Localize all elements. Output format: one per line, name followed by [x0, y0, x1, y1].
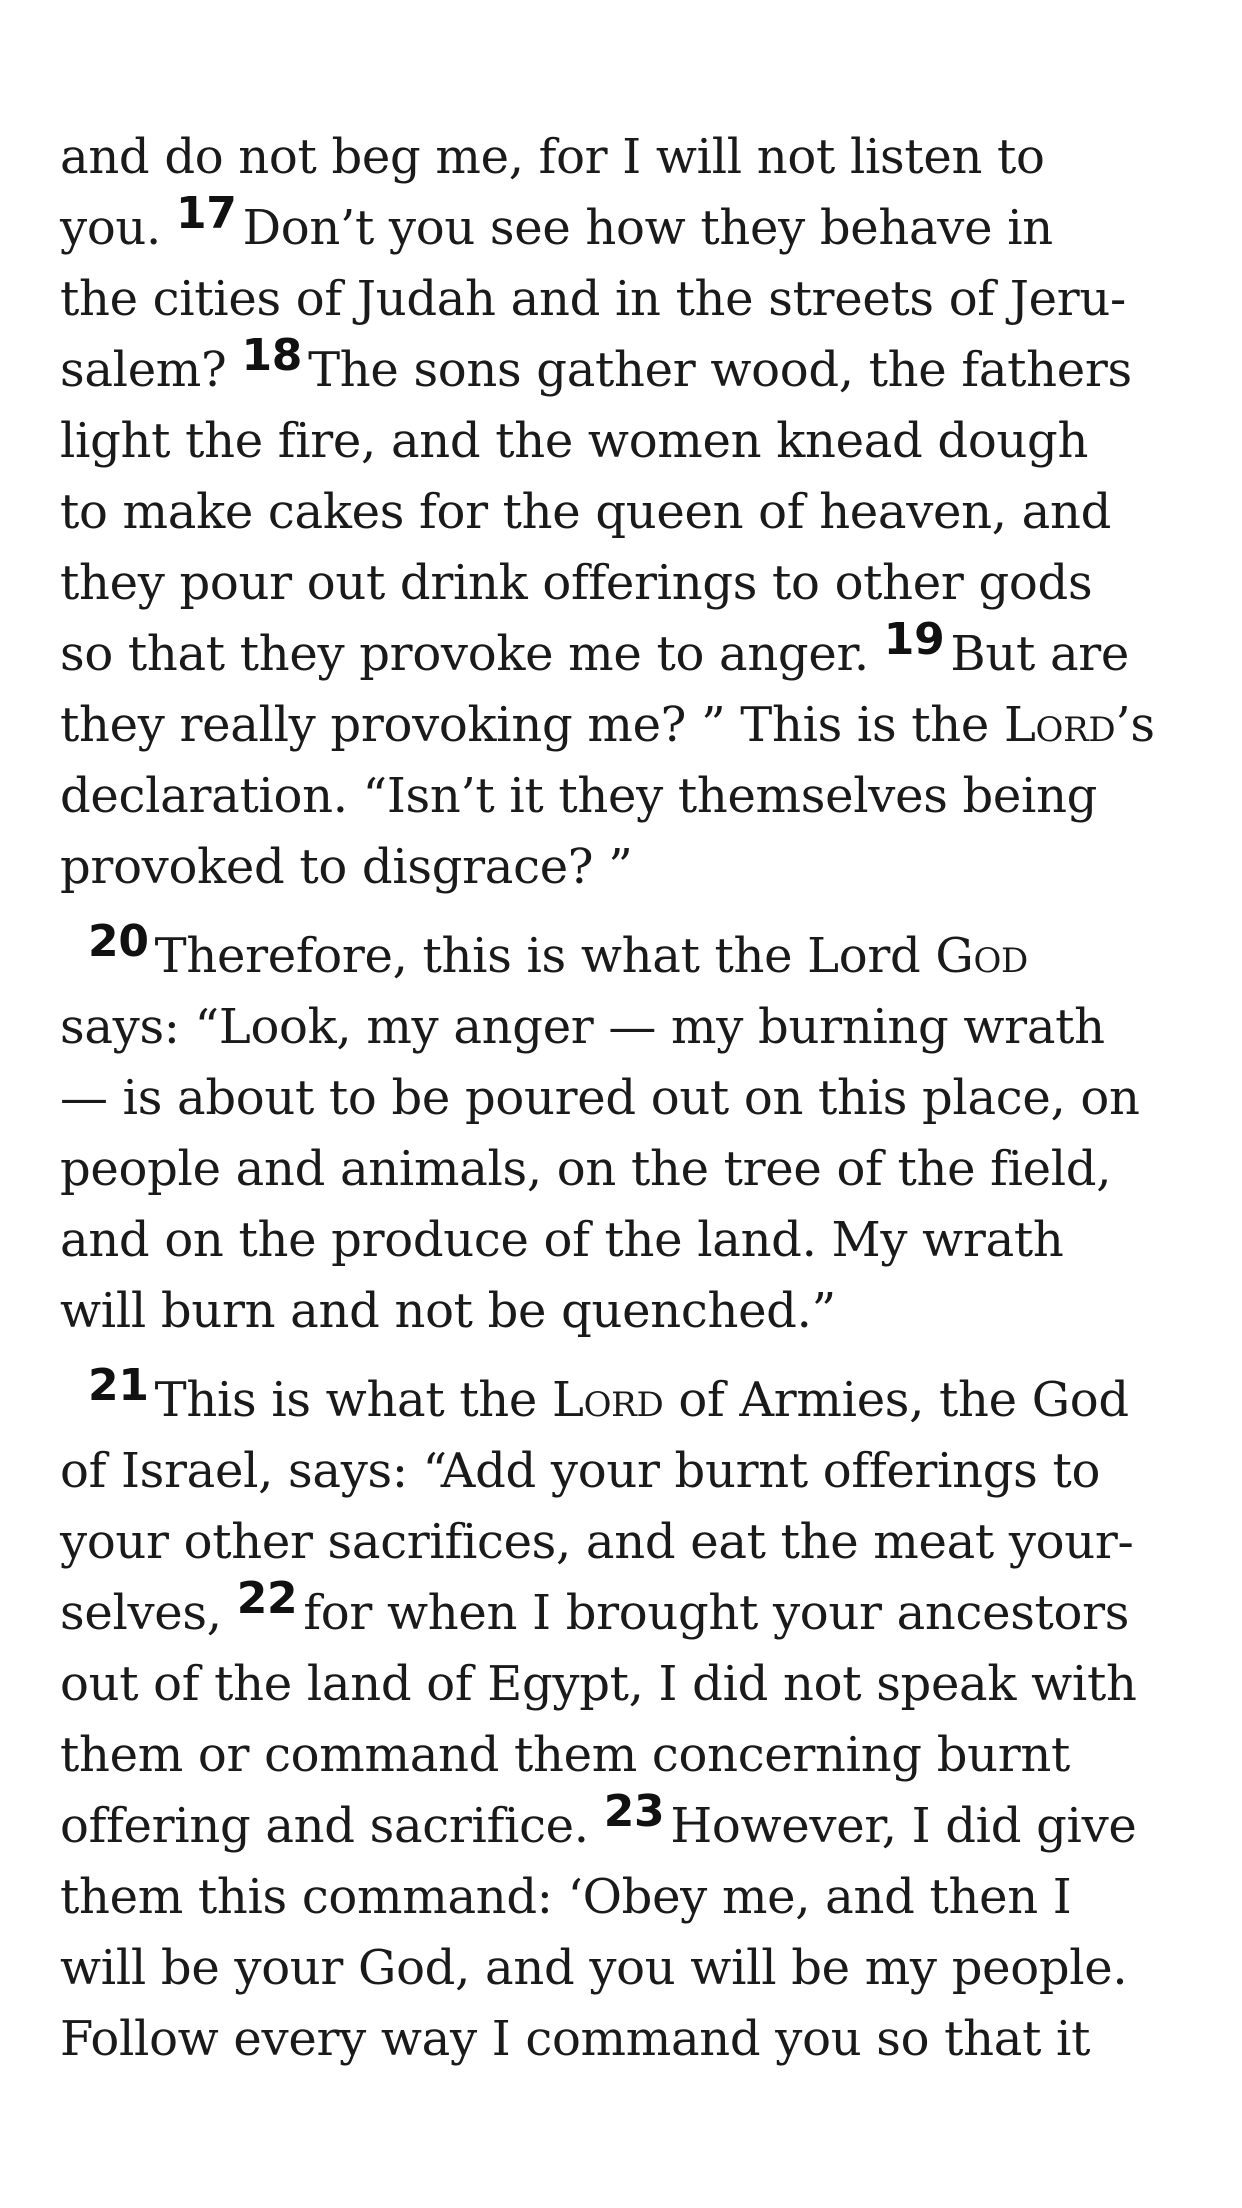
text-run: ’s — [1115, 697, 1155, 753]
text-run: salem? — [60, 342, 227, 398]
text-run: selves, — [60, 1585, 222, 1641]
text-run: them this command: ‘Obey me, and then I — [60, 1869, 1072, 1925]
text-run: says: “Look, my anger — my burning wrath — [60, 999, 1105, 1055]
divine-name: Lord — [1003, 697, 1116, 753]
text-run: them or command them concerning burnt — [60, 1727, 1070, 1783]
text-run: out of the land of Egypt, I did not speak with — [60, 1656, 1137, 1712]
text-run: of Armies, the God — [678, 1372, 1129, 1428]
text-line — [60, 548, 1190, 619]
text-line — [60, 1276, 1190, 1347]
text-run: of Israel, says: “Add your burnt offerings to — [60, 1443, 1101, 1499]
divine-name: God — [935, 928, 1028, 984]
verse-number: 23 — [603, 1786, 665, 1837]
divine-name: Lord — [552, 1372, 664, 1428]
text-line — [60, 330, 1190, 406]
text-run: provoked to disgrace? ” — [60, 839, 633, 895]
text-run: they really provoking me? ” This is the — [60, 697, 989, 753]
text-run: offering and sacrifice. — [60, 1798, 589, 1854]
text-run: and on the produce of the land. My wrath — [60, 1212, 1064, 1268]
text-line — [60, 1933, 1190, 2004]
text-line — [60, 406, 1190, 477]
text-run: light the fire, and the women knead dough — [60, 413, 1089, 469]
verse-number: 20 — [88, 916, 149, 967]
verse-number: 18 — [241, 330, 303, 381]
text-run: This is what the — [154, 1372, 538, 1428]
text-run: — is about to be poured out on this place, on — [60, 1070, 1140, 1126]
text-run: and do not beg me, for I will not listen to — [60, 129, 1045, 185]
text-line — [60, 992, 1190, 1063]
text-line — [60, 188, 1190, 264]
text-run: they pour out drink offerings to other gods — [60, 555, 1093, 611]
text-run: will burn and not be quenched.” — [60, 1283, 836, 1339]
text-run: declaration. “Isn’t it they themselves being — [60, 768, 1098, 824]
text-run: for when I brought your ancestors — [303, 1585, 1130, 1641]
text-line — [60, 1649, 1190, 1720]
text-run: will be your God, and you will be my people. — [60, 1940, 1128, 1996]
text-run: people and animals, on the tree of the field, — [60, 1141, 1112, 1197]
text-line — [60, 1507, 1190, 1578]
verse-number: 19 — [883, 614, 945, 665]
verse-number: 17 — [175, 188, 237, 239]
text-run: Therefore, this is what the Lord — [154, 928, 921, 984]
text-run: you. — [60, 200, 161, 256]
text-line — [60, 1436, 1190, 1507]
verse-number: 21 — [88, 1360, 149, 1411]
text-run: The sons gather wood, the fathers — [308, 342, 1132, 398]
text-line — [60, 1862, 1190, 1933]
text-run: so that they provoke me to anger. — [60, 626, 869, 682]
text-line — [60, 1205, 1190, 1276]
text-line — [60, 264, 1190, 335]
text-line — [60, 1063, 1190, 1134]
text-line — [60, 122, 1190, 193]
text-line — [60, 916, 1190, 992]
text-run: Follow every way I command you so that it — [60, 2011, 1091, 2067]
text-run: Don’t you see how they behave in — [242, 200, 1053, 256]
text-line — [60, 761, 1190, 832]
text-line — [60, 690, 1190, 761]
text-run: But are — [950, 626, 1130, 682]
text-run: However, I did give — [670, 1798, 1137, 1854]
text-run: to make cakes for the queen of heaven, and — [60, 484, 1112, 540]
text-run: your other sacrifices, and eat the meat your- — [60, 1514, 1134, 1570]
text-line — [60, 1786, 1190, 1862]
text-line — [60, 1720, 1190, 1791]
text-line — [60, 2004, 1190, 2075]
text-line — [60, 832, 1190, 903]
text-line — [60, 1360, 1190, 1436]
text-line — [60, 1134, 1190, 1205]
text-line — [60, 477, 1190, 548]
text-run: the cities of Judah and in the streets of Jeru- — [60, 271, 1126, 327]
text-line — [60, 1573, 1190, 1649]
text-line — [60, 614, 1190, 690]
scripture-text — [60, 122, 1190, 2075]
verse-number: 22 — [236, 1573, 298, 1624]
